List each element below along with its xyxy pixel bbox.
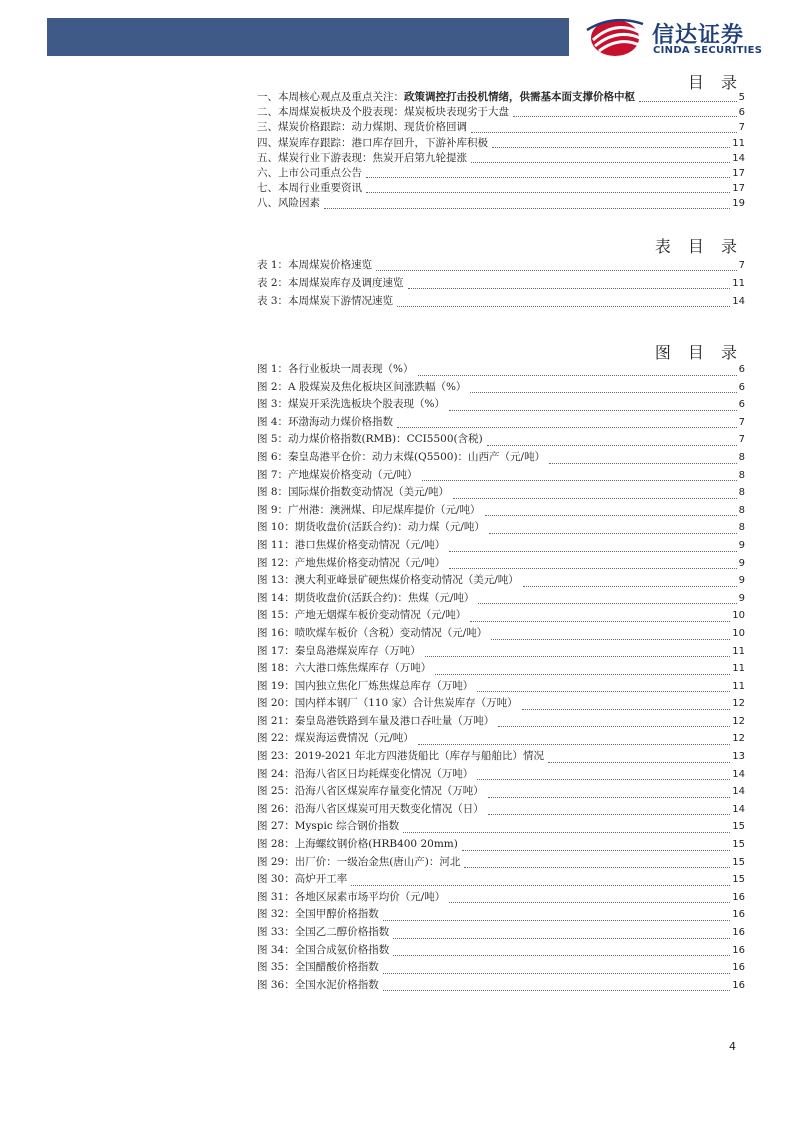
dot-leader [383,989,731,991]
toc-page-number: 19 [732,198,745,210]
figure-list-entry[interactable] [257,730,745,748]
table-list-entry[interactable] [257,256,745,274]
toc-page-number: 11 [732,663,745,675]
dot-leader [383,919,731,921]
toc-page-number: 16 [732,944,745,956]
dot-leader [548,761,730,763]
toc-entry-label: 图 11：港口焦煤价格变动情况（元/吨） [257,538,446,551]
dot-leader [418,374,737,376]
tables-list [257,256,745,310]
dot-leader [418,743,731,745]
toc-entry-label: 图 32：全国甲醇价格指数 [257,908,379,921]
figure-list-entry[interactable] [257,695,745,713]
toc-entry-label [257,196,322,211]
toc-entry-label: 图 10：期货收盘价(活跃合约)：动力煤（元/吨） [257,521,485,534]
figure-list-entry[interactable] [257,854,745,872]
toc-entry[interactable] [257,166,745,181]
figure-list-entry[interactable] [257,379,745,397]
toc-page-number: 6 [738,381,745,393]
toc-page-number: 12 [732,733,745,745]
toc-page-number: 6 [738,399,745,411]
figure-list-entry[interactable] [257,484,745,502]
toc-page-number: 6 [738,364,745,375]
dot-leader [351,884,730,886]
toc-entry-label: 图 35：全国醋酸价格指数 [257,961,379,974]
figure-list-entry[interactable] [257,467,745,485]
toc-page-number: 16 [732,891,745,903]
toc-entry[interactable] [257,196,745,211]
toc-entry-label: 图 2：A 股煤炭及焦化板块区间涨跌幅（%） [257,380,467,393]
toc-page-number: 11 [732,137,745,149]
dot-leader [376,269,737,271]
toc-page-number: 9 [738,557,745,569]
toc-page-number: 11 [732,680,745,692]
tables-title: 表 目 录 [654,237,743,256]
toc-entry-label [257,136,490,151]
figure-list-entry[interactable] [257,555,745,573]
page-number: 4 [729,1040,736,1053]
toc-entry[interactable] [257,181,745,196]
dot-leader [449,901,730,903]
toc-entry-label [257,120,469,135]
toc-page-number: 13 [732,751,745,763]
figure-list-entry[interactable] [257,414,745,432]
dot-leader [403,831,730,833]
toc-entry-prefix: 三、煤炭价格跟踪：动力煤期、现货价格回调 [257,121,467,134]
dot-leader [397,305,730,307]
dot-leader [489,532,737,534]
figure-list-entry[interactable] [257,502,745,520]
figure-list-entry[interactable] [257,783,745,801]
toc-entry[interactable] [257,105,745,120]
dot-leader [513,115,737,117]
dot-leader [478,602,736,604]
toc-page-number: 17 [732,183,745,195]
dot-leader [425,655,731,657]
figure-list-entry[interactable] [257,889,745,907]
figure-list-entry[interactable] [257,836,745,854]
toc-page-number: 7 [738,434,745,446]
dot-leader [449,550,736,552]
toc-entry-label: 图 3：煤炭开采洗选板块个股表现（%） [257,398,445,411]
toc-page-number: 15 [732,856,745,868]
toc-entry-label: 图 25：沿海八省区煤炭库存量变化情况（万吨） [257,785,484,798]
toc-entry-label: 图 13：澳大利亚峰景矿硬焦煤价格变动情况（美元/吨） [257,574,519,587]
figure-list-entry[interactable] [257,906,745,924]
toc-page-number: 16 [732,927,745,938]
figure-list-entry[interactable] [257,959,745,977]
dot-leader [522,708,731,710]
brand-name-cn: 信达证券 [652,23,745,48]
figure-list-entry[interactable] [257,924,745,942]
toc-page-number: 14 [732,296,745,307]
toc-entry-label: 图 30：高炉开工率 [257,873,348,886]
toc-page-number: 7 [738,416,745,428]
brand-logo [582,14,772,64]
table-list-entry[interactable] [257,292,745,310]
dot-leader [491,638,730,640]
dot-leader [485,514,737,516]
dot-leader [397,426,737,428]
toc-page-number: 15 [732,874,745,886]
toc-entry-label: 图 4：环渤海动力煤价格指数 [257,415,394,428]
toc-entry-label: 图 15：产地无烟煤车板价变动情况（元/吨） [257,609,467,622]
dot-leader [492,146,730,148]
figure-list-entry[interactable] [257,572,745,590]
dot-leader [422,479,737,481]
figure-list-entry[interactable] [257,766,745,784]
header-bar [47,18,569,56]
toc-entry-label: 图 23：2019-2021 年北方四港货船比（库存与船舶比）情况 [257,750,545,763]
dot-leader [488,813,731,815]
toc-page-number: 10 [732,627,745,639]
toc-page-number: 10 [732,610,745,622]
dot-leader [549,462,737,464]
toc-entry-prefix: 二、本周煤炭板块及个股表现：煤炭板块表现劣于大盘 [257,106,509,119]
toc-page-number: 12 [732,698,745,710]
brand-name-en: CINDA SECURITIES [653,45,763,56]
toc-page-number: 15 [732,821,745,833]
toc-entry-label: 图 26：沿海八省区煤炭可用天数变化情况（日） [257,802,484,815]
figure-list-entry[interactable] [257,537,745,555]
toc-entry-emphasis: 政策调控打击投机情绪，供需基本面支撑价格中枢 [404,91,635,103]
toc-list [257,90,745,212]
toc-entry-label: 图 8：国际煤价指数变动情况（美元/吨） [257,486,450,499]
toc-entry-label [257,166,364,181]
toc-entry-prefix: 五、煤炭行业下游表现：焦炭开启第九轮提涨 [257,151,467,164]
toc-entry-prefix: 八、风险因素 [257,197,320,210]
figure-list-entry[interactable] [257,942,745,960]
toc-entry-label: 图 29：出厂价：一级冶金焦(唐山产)：河北 [257,855,461,868]
figure-list-entry[interactable] [257,607,745,625]
toc-page-number: 12 [732,715,745,727]
dot-leader [366,176,730,178]
toc-entry-label: 图 6：秦皇岛港平仓价：动力末煤(Q5500)：山西产（元/吨） [257,450,546,463]
dot-leader [393,937,730,939]
dot-leader [464,866,730,868]
toc-page-number: 7 [738,260,745,271]
figure-list-entry[interactable] [257,625,745,643]
table-list-entry[interactable] [257,274,745,292]
toc-entry-label: 图 9：广州港：澳洲煤、印尼煤库提价（元/吨） [257,503,481,516]
toc-entry-label: 图 36：全国水泥价格指数 [257,978,379,991]
toc-entry-label: 图 31：各地区尿素市场平均价（元/吨） [257,890,446,903]
dot-leader [471,131,737,133]
toc-page-number: 8 [738,469,745,481]
toc-entry-label: 图 5：动力煤价格指数(RMB)：CCI5500(含税) [257,433,483,446]
toc-entry-label: 图 12：产地焦煤价格变动情况（元/吨） [257,556,446,569]
dot-leader [470,620,730,622]
toc-entry-label: 表 3：本周煤炭下游情况速览 [257,295,394,307]
toc-entry-label: 图 33：全国乙二醇价格指数 [257,926,390,938]
dot-leader [393,954,730,956]
toc-page-number: 16 [732,962,745,974]
toc-entry-label [257,90,637,105]
toc-entry-label: 图 18：六大港口炼焦煤库存（万吨） [257,662,432,675]
toc-page-number: 14 [732,803,745,815]
toc-page-number: 8 [738,522,745,534]
dot-leader [487,444,737,446]
toc-entry-label [257,151,469,166]
toc-entry-prefix: 六、上市公司重点公告 [257,166,362,179]
figure-list-entry[interactable] [257,660,745,678]
toc-page-number: 8 [738,451,745,463]
dot-leader [488,796,731,798]
toc-entry-label: 图 14：期货收盘价(活跃合约)：焦煤（元/吨） [257,591,475,604]
toc-entry-label: 图 22：煤炭海运费情况（元/吨） [257,732,414,745]
toc-entry-label: 图 20：国内样本钢厂（110 家）合计焦炭库存（万吨） [257,697,518,710]
toc-page-number: 5 [738,92,745,103]
dot-leader [477,690,730,692]
dot-leader [462,849,730,851]
figure-list-entry[interactable] [257,361,745,379]
toc-page-number: 14 [732,786,745,798]
toc-page-number: 17 [732,167,745,179]
toc-entry-label: 表 1：本周煤炭价格速览 [257,259,373,271]
toc-page-number: 6 [738,107,745,119]
figure-list-entry[interactable] [257,396,745,414]
toc-entry-label: 图 17：秦皇岛港煤炭库存（万吨） [257,644,421,657]
toc-entry-label: 图 1：各行业板块一周表现（%） [257,363,414,375]
dot-leader [383,972,731,974]
toc-entry[interactable] [257,90,745,105]
toc-page-number: 14 [732,152,745,164]
toc-page-number: 14 [732,768,745,780]
toc-page-number: 11 [732,645,745,657]
toc-entry-label [257,105,511,120]
dot-leader [366,191,730,193]
figure-list-entry[interactable] [257,871,745,889]
figure-list-entry[interactable] [257,713,745,731]
toc-entry-label: 图 24：沿海八省区日均耗煤变化情况（万吨） [257,767,474,780]
figure-list-entry[interactable] [257,818,745,836]
figure-list-entry[interactable] [257,590,745,608]
toc-page-number: 9 [738,575,745,587]
toc-entry-prefix: 七、本周行业重要资讯 [257,182,362,195]
toc-page-number: 16 [732,909,745,921]
toc-page-number: 8 [738,487,745,499]
toc-title: 目 录 [687,73,743,92]
toc-entry[interactable] [257,136,745,151]
dot-leader [408,287,731,289]
toc-page-number: 9 [738,539,745,551]
toc-entry-label: 图 34：全国合成氨价格指数 [257,943,390,956]
toc-entry-label: 图 21：秦皇岛港铁路到车量及港口吞吐量（万吨） [257,714,495,727]
toc-entry-label: 图 16：喷吹煤车板价（含税）变动情况（元/吨） [257,626,488,639]
figure-list-entry[interactable] [257,519,745,537]
toc-entry-label: 图 28：上海螺纹钢价格(HRB400 20mm) [257,838,458,851]
figure-list-entry[interactable] [257,431,745,449]
figures-title: 图 目 录 [654,343,743,362]
dot-leader [523,585,737,587]
toc-entry-label: 图 27：Myspic 综合钢价指数 [257,820,400,833]
toc-entry[interactable] [257,120,745,135]
toc-entry-label [257,181,364,196]
toc-page-number: 16 [732,979,745,991]
figure-list-entry[interactable] [257,449,745,467]
toc-entry-label: 图 7：产地煤炭价格变动（元/吨） [257,468,418,481]
toc-entry-label: 表 2：本周煤炭库存及调度速览 [257,277,404,289]
dot-leader [470,391,736,393]
dot-leader [477,778,730,780]
dot-leader [449,409,737,411]
figure-list-entry[interactable] [257,678,745,696]
dot-leader [324,207,730,209]
toc-entry-label: 图 19：国内独立焦化厂炼焦煤总库存（万吨） [257,679,474,692]
dot-leader [449,567,736,569]
dot-leader [435,673,730,675]
figure-list-entry[interactable] [257,801,745,819]
dot-leader [498,725,730,727]
dot-leader [639,100,737,102]
toc-page-number: 8 [738,504,745,516]
toc-page-number: 11 [732,278,745,289]
dot-leader [471,161,730,163]
figure-list-entry[interactable] [257,748,745,766]
dot-leader [453,497,737,499]
toc-entry-prefix: 一、本周核心观点及重点关注： [257,91,404,103]
toc-page-number: 9 [738,592,745,604]
toc-page-number: 15 [732,839,745,851]
toc-entry-prefix: 四、煤炭库存跟踪：港口库存回升，下游补库积极 [257,136,488,149]
globe-logo-icon [585,18,645,58]
toc-entry[interactable] [257,151,745,166]
figure-list-entry[interactable] [257,977,745,995]
figures-list [257,361,745,994]
toc-page-number: 7 [738,122,745,134]
figure-list-entry[interactable] [257,643,745,661]
